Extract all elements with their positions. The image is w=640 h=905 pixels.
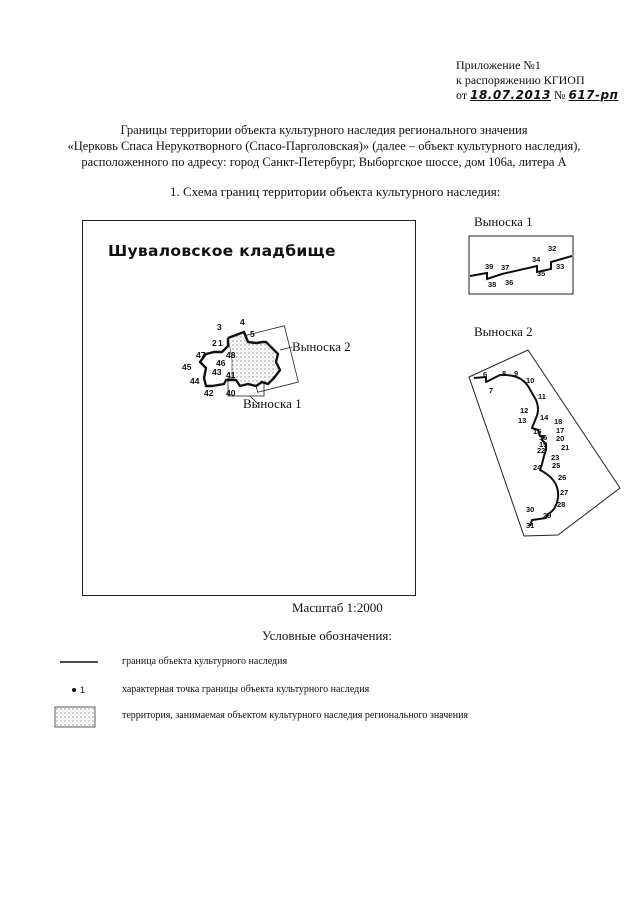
- callout2-point-label: 6: [483, 370, 488, 379]
- main-point-label: 40: [226, 388, 236, 398]
- main-point-label: 42: [204, 388, 214, 398]
- legend-point-marker-label: 1: [80, 685, 86, 695]
- main-point-label: 41: [226, 370, 236, 380]
- callout2-point-label: 28: [557, 500, 566, 509]
- legend-title: Условные обозначения:: [262, 628, 393, 643]
- callout2-point-label: 27: [560, 488, 569, 497]
- main-point-label: 45: [182, 362, 192, 372]
- main-point-label: 47: [196, 350, 206, 360]
- title-line2: «Церковь Спаса Нерукотворного (Спасо-Парголовская)» (далее – объект культурного наследия),: [67, 139, 581, 153]
- appendix-line2: к распоряжению КГИОП: [456, 73, 585, 87]
- legend-point-text: характерная точка границы объекта культурного наследия: [122, 684, 370, 695]
- legend-boundary-text: граница объекта культурного наследия: [122, 656, 288, 667]
- appendix-from-prefix: от: [456, 88, 468, 102]
- callout2-point-label: 24: [533, 463, 542, 472]
- callout1-point-label: 36: [505, 278, 514, 287]
- heritage-territory-area: [228, 332, 280, 386]
- callout2-point-label: 10: [526, 376, 535, 385]
- callout2-point-label: 12: [520, 406, 529, 415]
- main-point-label: 4: [240, 317, 245, 327]
- callout2-point-label: 23: [551, 453, 560, 462]
- callout2-point-label: 17: [556, 426, 565, 435]
- callout1-point-label: 33: [556, 262, 565, 271]
- callout2-point-label: 14: [540, 413, 549, 422]
- main-point-label: 5: [250, 329, 255, 339]
- callout2-point-label: 15: [533, 427, 542, 436]
- appendix-line1: Приложение №1: [456, 58, 541, 72]
- callout1-point-label: 32: [548, 244, 557, 253]
- main-point-label: 1: [218, 338, 223, 348]
- callout2-point-label: 18: [554, 417, 563, 426]
- main-point-label: 3: [217, 322, 222, 332]
- callout1-point-label: 39: [485, 262, 494, 271]
- callout2-point-label: 19: [539, 440, 548, 449]
- callout1-point-label: 37: [501, 263, 510, 272]
- callout1-point-label: 38: [488, 280, 497, 289]
- main-point-label: 43: [212, 367, 222, 377]
- callout2-point-label: 20: [556, 434, 565, 443]
- callout2-point-label: 29: [543, 511, 552, 520]
- title-line3: расположенного по адресу: город Санкт-Петербург, Выборгское шоссе, дом 106а, литера А: [81, 155, 567, 169]
- callout1-point-label: 35: [537, 269, 546, 278]
- callout2-point-label: 31: [526, 521, 535, 530]
- legend-area-text: территория, занимаемая объектом культурного наследия регионального значения: [122, 710, 469, 721]
- map-scale: Масштаб 1:2000: [292, 600, 383, 615]
- callout2-map-label: Выноска 2: [292, 339, 351, 354]
- appendix-date: 18.07.2013: [470, 88, 552, 102]
- section-heading: 1. Схема границ территории объекта культурного наследия:: [170, 184, 501, 199]
- callout2-point-label: 16: [539, 433, 548, 442]
- main-point-label: 44: [190, 376, 200, 386]
- callout1-map-label: Выноска 1: [243, 396, 302, 411]
- callout2-point-label: 11: [538, 392, 546, 401]
- callout2-point-label: 26: [558, 473, 567, 482]
- main-point-label: 46: [216, 358, 226, 368]
- callout2-point-label: 30: [526, 505, 535, 514]
- callout2-point-label: 22: [537, 446, 546, 455]
- callout2-point-label: 8: [502, 369, 507, 378]
- legend-hatch-symbol: [55, 707, 95, 727]
- callout1-point-label: 34: [532, 255, 541, 264]
- title-line1: Границы территории объекта культурного наследия регионального значения: [120, 123, 528, 137]
- callout2-point-label: 7: [489, 386, 494, 395]
- appendix-number-sign: №: [554, 88, 566, 102]
- legend-point-symbol: [72, 688, 76, 692]
- callout2-point-label: 25: [552, 461, 561, 470]
- appendix-number: 617-рп: [568, 88, 619, 102]
- callout2-point-label: 21: [561, 443, 570, 452]
- main-point-label: 48: [226, 350, 236, 360]
- cemetery-label: Шуваловское кладбище: [108, 242, 336, 260]
- callout2-point-label: 9: [514, 369, 519, 378]
- callout1-title: Выноска 1: [474, 214, 533, 229]
- main-point-label: 2: [212, 338, 217, 348]
- callout2-point-label: 13: [518, 416, 527, 425]
- callout2-title: Выноска 2: [474, 324, 533, 339]
